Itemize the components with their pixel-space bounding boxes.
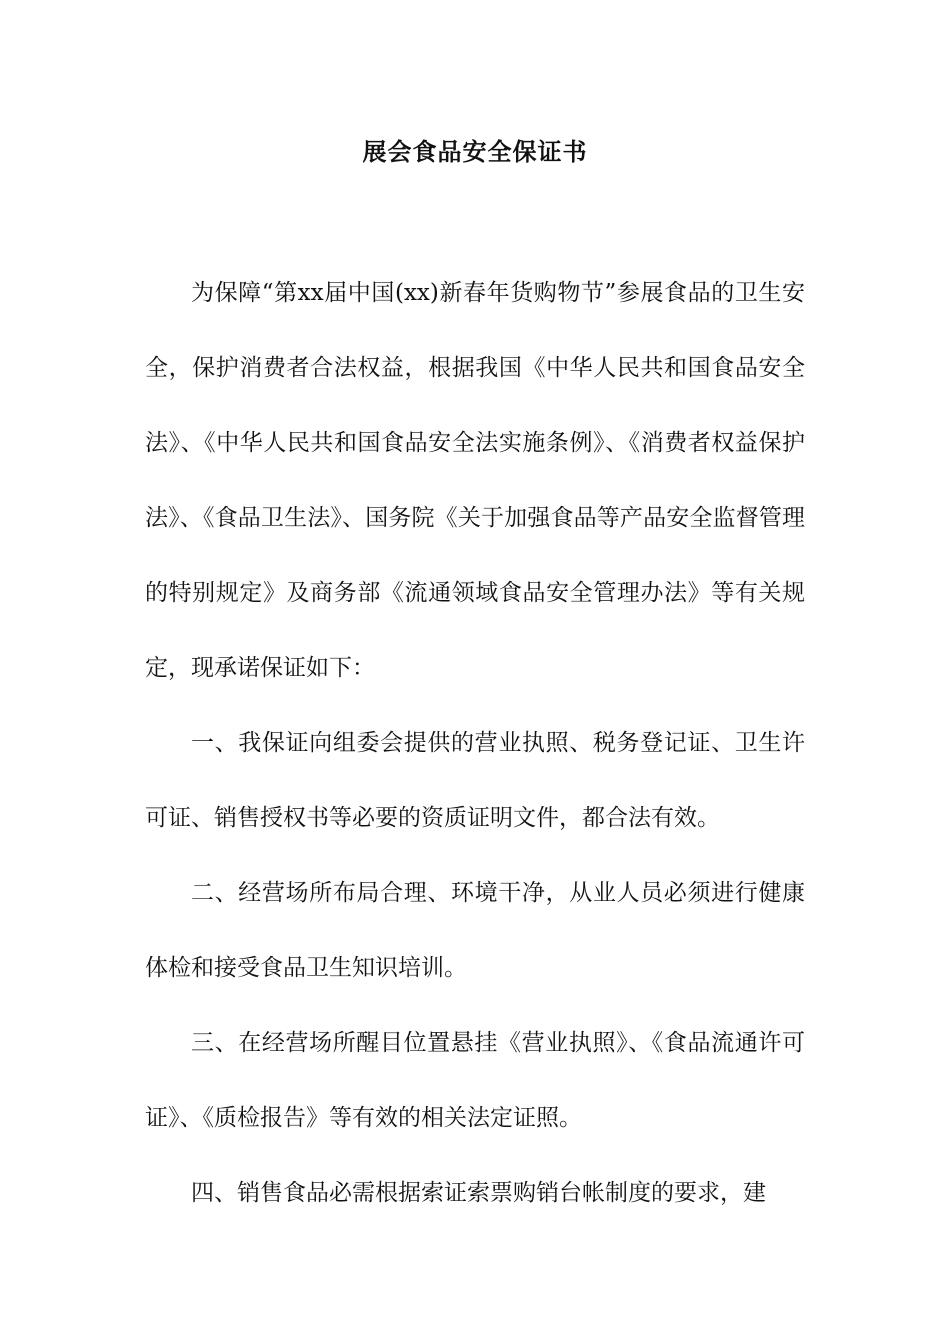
paragraph-item-2: 二、经营场所布局合理、环境干净，从业人员必须进行健康体检和接受食品卫生知识培训。 bbox=[145, 880, 805, 981]
paragraph-item-3: 三、在经营场所醒目位置悬挂《营业执照》、《食品流通许可证》、《质检报告》等有效的相关法定证照。 bbox=[145, 1030, 805, 1131]
paragraph-item-4: 四、销售食品必需根据索证索票购销台帐制度的要求，建 bbox=[191, 1180, 766, 1206]
paragraph-intro: 为保障“第xx届中国(xx)新春年货购物节”参展食品的卫生安全，保护消费者合法权益，根据我国《中华人民共和国食品安全法》、《中华人民共和国食品安全法实施条例》、《消费者权益保护法》、《食品卫生法》、国务院《关于加强食品等产品安全监督管理的特别规定》及商务部《流通领域食品安全管理办法》等有关规定，现承诺保证如下： bbox=[145, 280, 805, 681]
paragraph-item-1: 一、我保证向组委会提供的营业执照、税务登记证、卫生许可证、销售授权书等必要的资质证明文件，都合法有效。 bbox=[145, 730, 805, 831]
document-title: 展会食品安全保证书 bbox=[362, 137, 588, 166]
document-body bbox=[145, 256, 805, 1231]
